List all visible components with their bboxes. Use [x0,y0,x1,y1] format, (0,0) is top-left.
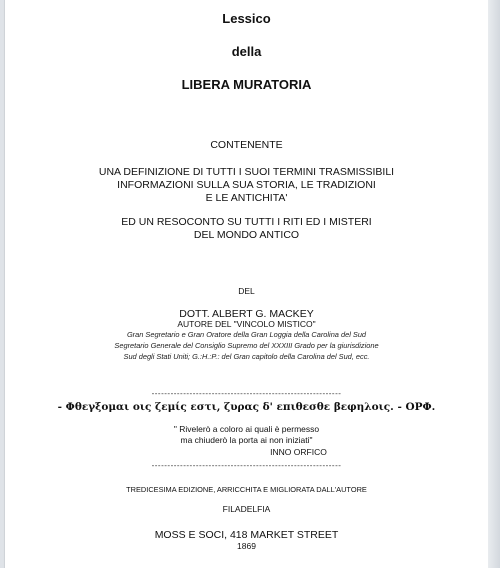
separator-bottom: ------------------------------------------------------------ [151,461,342,470]
quote-line-1: " Rivelerò a coloro ai quali è permesso [173,424,320,434]
title-line-2: della [231,44,262,59]
author-role: AUTORE DEL "VINCOLO MISTICO" [177,319,316,329]
title-line-1: Lessico [222,11,271,26]
description-line-2: INFORMAZIONI SULLA SUA STORIA, LE TRADIZIONI [117,179,376,191]
document-page [4,0,489,568]
del-label: DEL [238,286,255,296]
greek-motto: - Φθεγξομαι οις ζεμίς εστι, ζυρας δ' επιθεσθε βεφηλοις. - ΟΡΦ. [57,401,436,413]
contenente-label: CONTENENTE [210,139,283,151]
quote-source: INNO ORFICO [270,447,327,457]
description-line-1: UNA DEFINIZIONE DI TUTTI I SUOI TERMINI TRASMISSIBILI [98,166,395,178]
separator-top: ------------------------------------------------------------ [151,389,342,398]
city-label: FILADELFIA [222,504,271,514]
quote-line-2: ma chiuderò la porta ai non iniziati" [180,435,313,445]
author-name: DOTT. ALBERT G. MACKEY [179,308,314,320]
author-credential-3: Sud degli Stati Uniti; G.:H.:P.: del Gran capitolo della Carolina del Sud, ecc. [123,352,370,361]
resoconto-line-2: DEL MONDO ANTICO [193,229,300,241]
description-line-3: E LE ANTICHITA' [205,192,288,204]
edition-line: TREDICESIMA EDIZIONE, ARRICCHITA E MIGLIORATA DALL'AUTORE [126,485,367,494]
scrollbar-edge[interactable] [488,0,500,568]
publisher-line: MOSS E SOCI, 418 MARKET STREET [154,529,339,541]
author-credential-1: Gran Segretario e Gran Oratore della Gran Loggia della Carolina del Sud [126,330,367,339]
resoconto-line-1: ED UN RESOCONTO SU TUTTI I RITI ED I MISTERI [121,216,372,228]
year-label: 1869 [237,541,256,551]
author-credential-2: Segretario Generale del Consiglio Supremo del XXXIII Grado per la giurisdizione [114,341,379,350]
title-line-3: LIBERA MURATORIA [181,77,312,92]
